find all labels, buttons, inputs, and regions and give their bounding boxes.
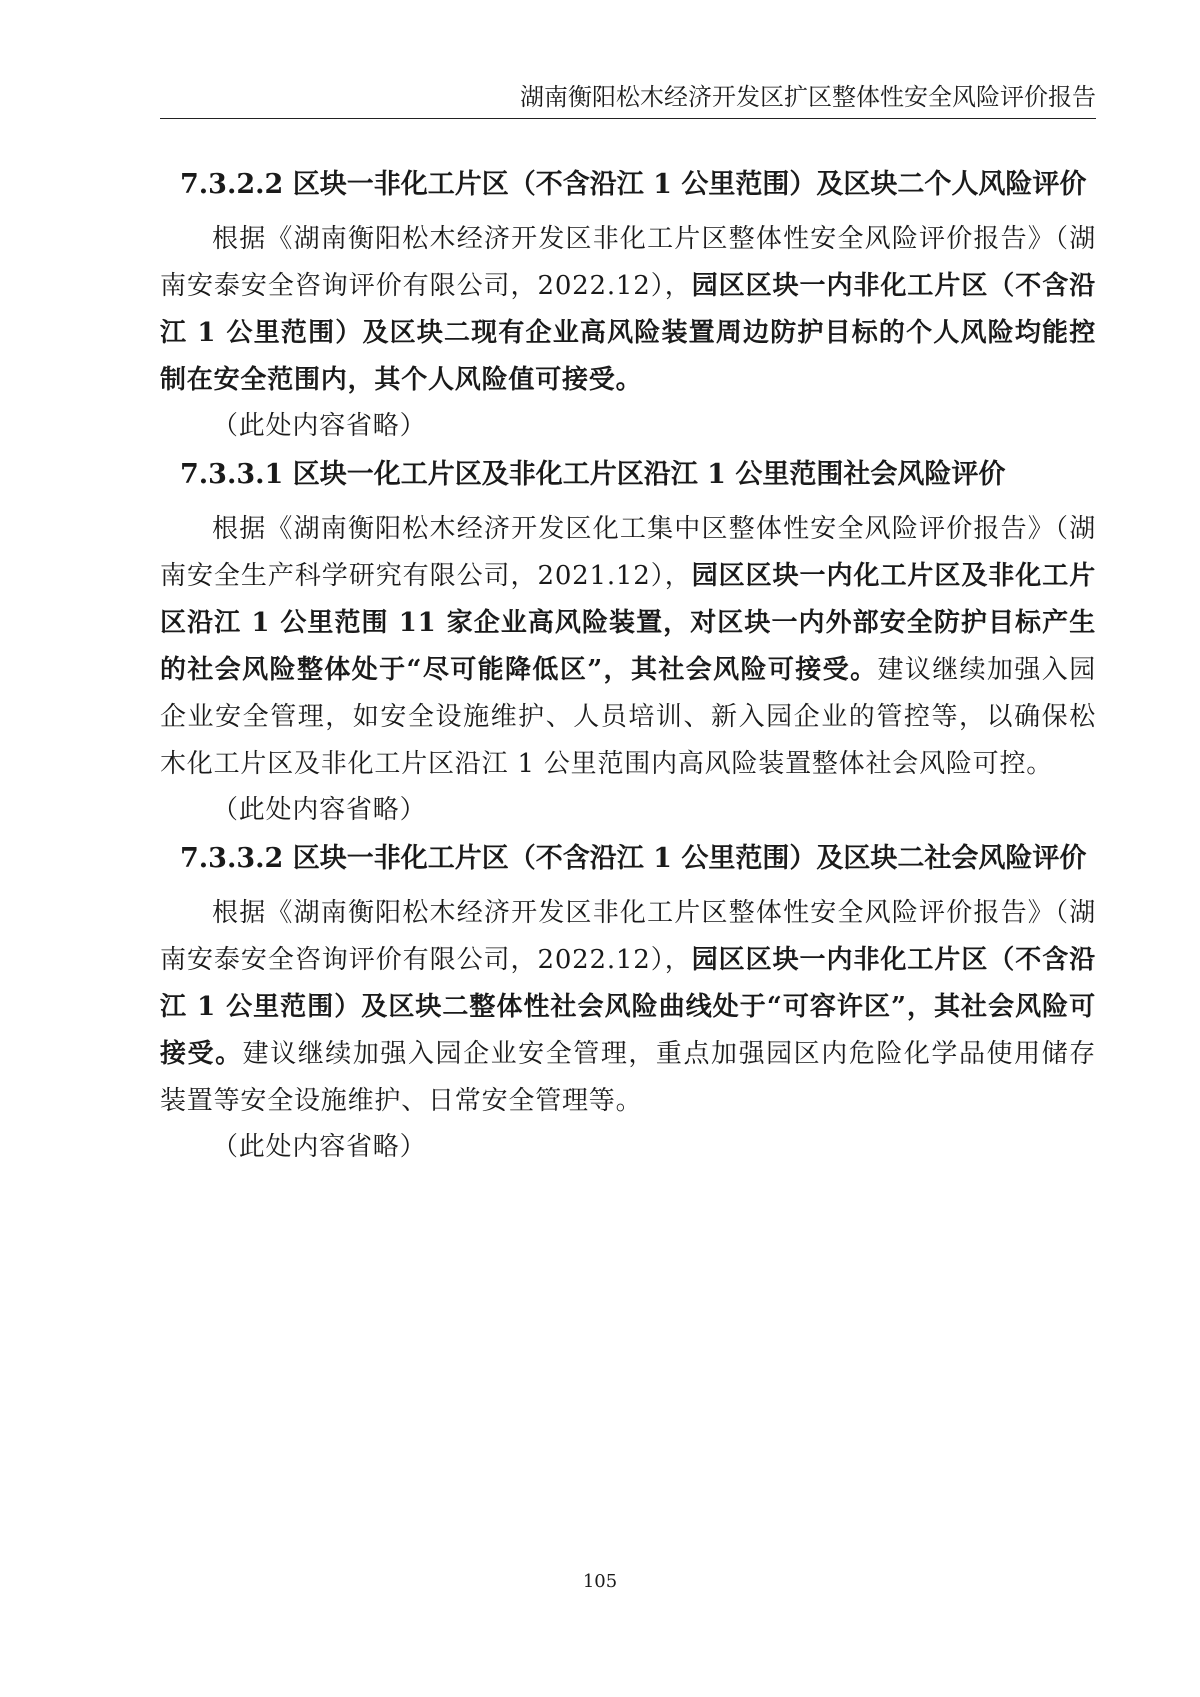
section-heading: 7.3.2.2 区块一非化工片区（不含沿江 1 公里范围）及区块二个人风险评价 <box>180 169 1087 200</box>
paragraph-bold-text: 园区区块一内化工片区及非化工片区沿江 1 公里范围 11 家企业高风险装置，对区块一内外部安全防护目标产生的社会风险整体处于“尽可能降低区”，其社会风险可接受。 <box>160 561 1096 685</box>
section-heading: 7.3.3.1 区块一化工片区及非化工片区沿江 1 公里范围社会风险评价 <box>180 459 1006 490</box>
omitted-note: （此处内容省略） <box>212 411 427 441</box>
page-content <box>160 160 1096 1167</box>
section-7-3-2-2 <box>160 168 1096 446</box>
omitted-note: （此处内容省略） <box>212 1132 427 1162</box>
section-paragraph <box>160 216 1096 404</box>
paragraph-bold-text: 园区区块一内非化工片区（不含沿江 1 公里范围）及区块二现有企业高风险装置周边防护目标的个人风险均能控制在安全范围内，其个人风险值可接受。 <box>160 271 1096 395</box>
section-paragraph <box>160 506 1096 788</box>
paragraph-text: 根据《湖南衡阳松木经济开发区非化工片区整体性安全风险评价报告》（湖南安泰安全咨询评价有限公司，2022.12）， <box>160 898 1096 975</box>
paragraph-text: 根据《湖南衡阳松木经济开发区非化工片区整体性安全风险评价报告》（湖南安泰安全咨询评价有限公司，2022.12）， <box>160 224 1096 301</box>
section-7-3-3-2 <box>160 842 1096 1167</box>
omitted-note: （此处内容省略） <box>212 795 427 825</box>
paragraph-text-continued: 建议继续加强入园企业安全管理，如安全设施维护、人员培训、新入园企业的管控等，以确保松木化工片区及非化工片区沿江 1 公里范围内高风险装置整体社会风险可控。 <box>160 655 1097 779</box>
running-header <box>160 82 1096 119</box>
page-number: 105 <box>582 1571 618 1592</box>
section-paragraph <box>160 890 1096 1125</box>
paragraph-text: 根据《湖南衡阳松木经济开发区化工集中区整体性安全风险评价报告》（湖南安全生产科学研究有限公司，2021.12）， <box>160 514 1096 591</box>
section-heading: 7.3.3.2 区块一非化工片区（不含沿江 1 公里范围）及区块二社会风险评价 <box>180 843 1087 874</box>
section-7-3-3-1 <box>160 458 1096 830</box>
header-title: 湖南衡阳松木经济开发区扩区整体性安全风险评价报告 <box>520 83 1096 111</box>
paragraph-text-continued: 建议继续加强入园企业安全管理，重点加强园区内危险化学品使用储存装置等安全设施维护、日常安全管理等。 <box>160 1039 1096 1116</box>
paragraph-bold-text: 园区区块一内非化工片区（不含沿江 1 公里范围）及区块二整体性社会风险曲线处于“可容许区”，其社会风险可接受。 <box>160 945 1096 1069</box>
